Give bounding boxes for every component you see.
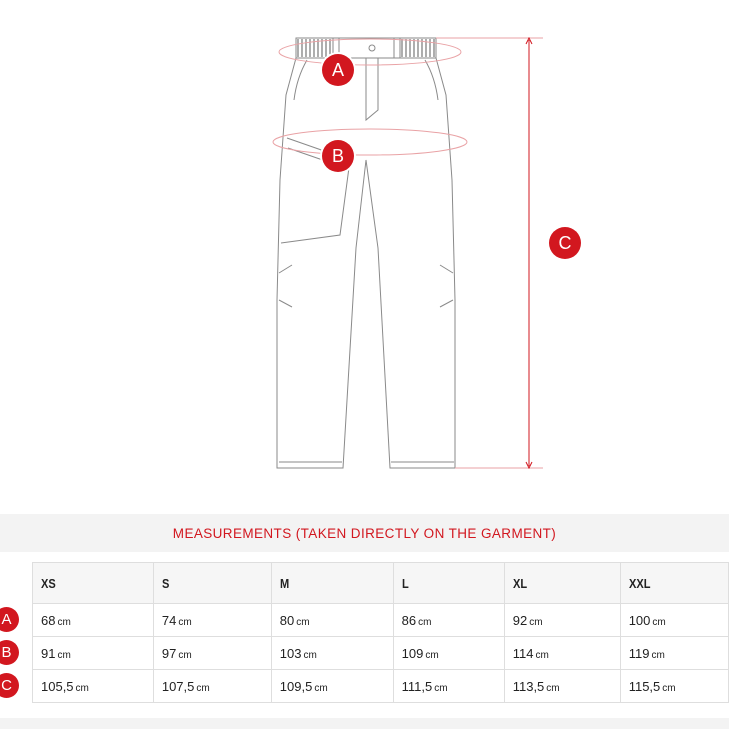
length-arrow xyxy=(526,38,532,468)
cell-value: 92 cm xyxy=(504,604,620,637)
cell-value: 74 cm xyxy=(153,604,271,637)
front-pocket-left xyxy=(294,60,307,100)
bottom-divider xyxy=(0,718,729,729)
front-pocket-right xyxy=(425,60,438,100)
cell-value: 80 cm xyxy=(271,604,393,637)
measurements-heading: MEASUREMENTS (TAKEN DIRECTLY ON THE GARMENT) xyxy=(0,514,729,552)
size-s: S xyxy=(153,563,271,604)
cell-value: 105,5 cm xyxy=(33,670,154,703)
measurement-guides xyxy=(273,38,543,468)
row-marker-b: B xyxy=(0,640,19,665)
cell-value: 114 cm xyxy=(504,637,620,670)
row-marker-c: C xyxy=(0,673,19,698)
size-m: M xyxy=(271,563,393,604)
size-xs: XS xyxy=(33,563,154,604)
table-row-c xyxy=(33,670,729,703)
row-marker-a: A xyxy=(0,607,19,632)
cell-value: 103 cm xyxy=(271,637,393,670)
marker-b: B xyxy=(322,140,354,172)
cell-value: 119 cm xyxy=(620,637,728,670)
cell-value: 115,5 cm xyxy=(620,670,728,703)
knee-darts-left xyxy=(279,265,292,307)
size-xxl: XXL xyxy=(620,563,728,604)
size-table xyxy=(32,562,729,703)
cell-value: 97 cm xyxy=(153,637,271,670)
cell-value: 68 cm xyxy=(33,604,154,637)
size-xl: XL xyxy=(504,563,620,604)
cell-value: 86 cm xyxy=(393,604,504,637)
cell-value: 109,5 cm xyxy=(271,670,393,703)
fly xyxy=(366,58,378,120)
size-header-row xyxy=(33,563,729,604)
waist-button xyxy=(369,45,375,51)
cell-value: 111,5 cm xyxy=(393,670,504,703)
cell-value: 113,5 cm xyxy=(504,670,620,703)
cell-value: 107,5 cm xyxy=(153,670,271,703)
size-l: L xyxy=(393,563,504,604)
belt-loop-right xyxy=(394,38,400,58)
cell-value: 91 cm xyxy=(33,637,154,670)
table-row-b xyxy=(33,637,729,670)
cell-value: 109 cm xyxy=(393,637,504,670)
knee-darts-right xyxy=(440,265,453,307)
table-row-a xyxy=(33,604,729,637)
marker-a: A xyxy=(322,54,354,86)
marker-c: C xyxy=(549,227,581,259)
cell-value: 100 cm xyxy=(620,604,728,637)
